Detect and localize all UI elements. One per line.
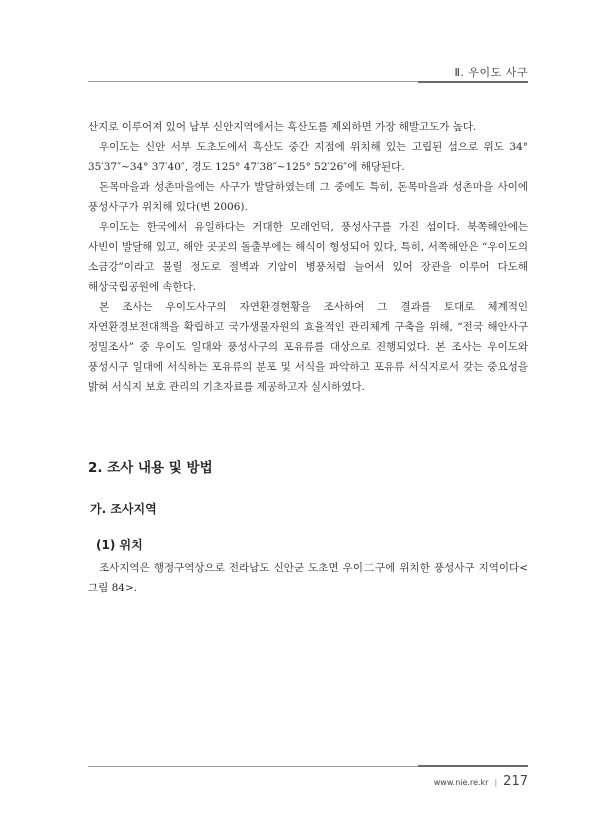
footer-rule-accent	[418, 765, 528, 767]
location-text	[88, 558, 528, 598]
footer-url[interactable]: www.nie.re.kr	[433, 778, 489, 787]
section-heading: 2. 조사 내용 및 방법	[88, 460, 213, 476]
header-rule-accent	[418, 81, 528, 83]
paragraph-villages: 돈목마을과 성촌마을에는 사구가 발달하였는데 그 중에도 특히, 돈목마을과 성촌마을 사이에 풍성사구가 위치해 있다(변 2006).	[88, 181, 528, 213]
paragraph-continuation: 산지로 이루어져 있어 남부 신안지역에서는 흑산도를 제외하면 가장 해발고도가 높다.	[88, 121, 477, 133]
paragraph-location: 우이도는 신안 서부 도초도에서 흑산도 중간 지점에 위치해 있는 고립된 섬으로 위도 34° 35′37″~34° 37′40″, 경도 125° 47′38″~125° 52′26″에 해당된다.	[88, 141, 528, 173]
page-footer	[88, 766, 528, 796]
header-section-title: Ⅱ. 우이도 사구	[454, 66, 528, 79]
footer-separator: |	[494, 778, 498, 787]
paragraph-survey-purpose: 본 조사는 우이도사구의 자연환경현황을 조사하여 그 결과를 토대로 체계적인 자연환경보전대책을 확립하고 국가생물자원의 효율적인 관리체계 구축을 위해, “전국 해안사구 정밀조사” 중 우이도 일대와 풍성사구의 포유류를 대상으로 진행되었다. 본 조사는 우이도와 풍성시구 일대에 서식하는 포유류의 분포 및 서식을 파악하고 포유류 서식지로서 갖는 중요성을 밝혀 서식지 보호 관리의 기초자료를 제공하고자 실시하였다.	[88, 301, 528, 393]
page-number: 217	[503, 774, 528, 789]
page-header	[88, 60, 528, 82]
paragraph-survey-area: 조사지역은 행정구역상으로 전라남도 신안군 도초면 우이二구에 위치한 풍성사구 지역이다<그림 84>.	[88, 562, 528, 594]
subsection-heading: 가. 조사지역	[90, 502, 157, 516]
subsubsection-heading: (1) 위치	[96, 538, 143, 552]
paragraph-dune-description: 우이도는 한국에서 유일하다는 거대한 모래언덕, 풍성사구를 가진 섬이다. 북쪽해안에는 사빈이 발달해 있고, 해안 곳곳의 돌출부에는 해식이 형성되어 있다, 특히, 서쪽해안은 “우이도의 소금강”이라고 불릴 정도로 절벽과 기암이 병풍처럼 늘어서 있어 장관을 이루어 다도해 해상국립공원에 속한다.	[88, 221, 528, 293]
footer-info	[434, 774, 528, 789]
body-text	[88, 117, 528, 397]
